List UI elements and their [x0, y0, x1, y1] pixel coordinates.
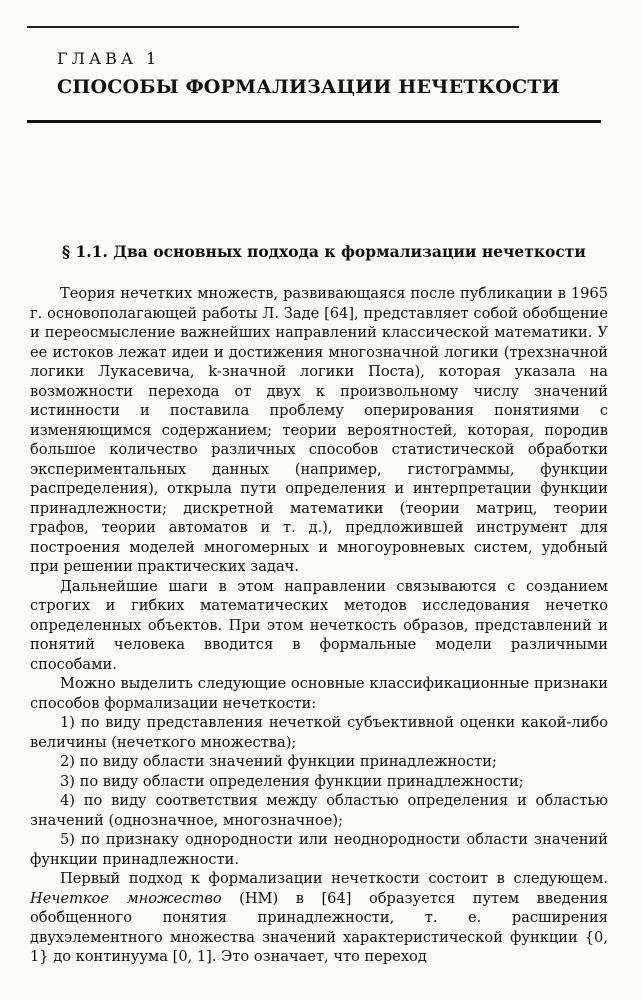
term-fuzzy-set: Нечеткое множество [30, 889, 222, 907]
list-item: 3) по виду области определения функции принадлежности; [60, 772, 524, 790]
list-item: 2) по виду области значений функции принадлежности; [60, 753, 497, 770]
body-text [30, 284, 608, 967]
chapter-title: СПОСОБЫ ФОРМАЛИЗАЦИИ НЕЧЕТКОСТИ [57, 76, 560, 98]
list-item: 4) по виду соответствия между областью определения и областью значений (однозначное, многозначное); [30, 792, 608, 829]
paragraph-4-rest: (НМ) в [64] образуется путем введения обобщенного понятия принадлежности, т. е. расширения двухэлементного множества значений характеристической функции {0, 1} до континуума [0, 1]. Это означает, что переход [30, 889, 608, 965]
paragraph-3: Можно выделить следующие основные классификационные признаки способов формализации нечеткости: [30, 675, 608, 712]
paragraph-4-start: Первый подход к формализации нечеткости состоит в следующем. [60, 870, 608, 887]
section-title: § 1.1. Два основных подхода к формализации нечеткости [62, 242, 586, 261]
paragraph-2: Дальнейшие шаги в этом направлении связываются с созданием строгих и гибких математических методов исследования нечетко определенных объектов. При этом нечеткость образов, представлений и понятий человека вводится в формальные модели различными способами. [30, 577, 608, 673]
top-rule [27, 26, 519, 28]
paragraph-4 [30, 869, 608, 967]
chapter-label: ГЛАВА 1 [57, 49, 161, 68]
list-item: 1) по виду представления нечеткой субъективной оценки какой-либо величины (нечеткого множества); [30, 714, 608, 751]
bottom-rule [27, 120, 601, 123]
list-item: 5) по признаку однородности или неоднородности области значений функции принадлежности. [30, 831, 608, 868]
paragraph-1: Теория нечетких множеств, развивающаяся после публикации в 1965 г. основополагающей работы Л. Заде [64], представляет собой обобщение и переосмысление важнейших направлений классической математики. У ее истоков лежат идеи и достижения многозначной логики (трехзначной логики Лукасевича, k-значной логики Поста), которая указала на возможности перехода от двух к произвольному числу значений истинности и поставила проблему оперирования понятиями с изменяющимся содержанием; теории вероятностей, которая, породив большое количество различных способов статистической обработки экспериментальных данных (например, гистограммы, функции распределения), открыла пути определения и интерпретации функции принадлежности; дискретной математики (теории матриц, теории графов, теории автоматов и т. д.), предложившей инструмент для построения моделей многомерных и многоуровневых систем, удобный при решении практических задач. [30, 285, 608, 575]
